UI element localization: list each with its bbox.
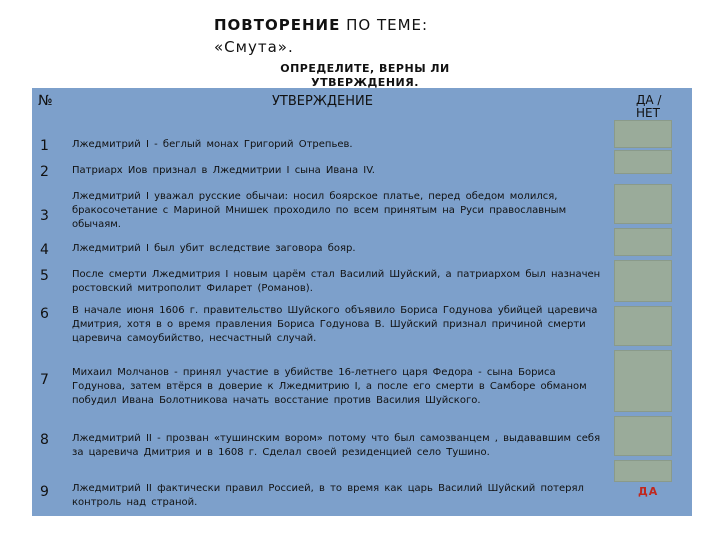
table-row: [32, 188, 692, 236]
row-number: 9: [40, 484, 49, 500]
row-text: После смерти Лжедмитрия I новым царём стал Василий Шуйский, а патриархом был назначен ростовский митрополит Филарет (Романов).: [72, 269, 601, 294]
table-row: [32, 264, 692, 300]
row-number: 6: [40, 306, 49, 322]
answer-cover-9[interactable]: [614, 460, 672, 482]
row-number: 5: [40, 268, 49, 284]
title-rest: ПО ТЕМЕ:: [340, 16, 429, 34]
table-row: [32, 302, 692, 362]
answer-cover-8[interactable]: [614, 416, 672, 456]
row-text: Лжедмитрий II - прозван «тушинским вором» потому что был самозванцем , выдававшим себя за царевича Дмитрия и в 1608 г. Сделал своей резиденцией село Тушино.: [72, 433, 601, 458]
title-line2: «Смута».: [214, 38, 294, 56]
row-text: Лжедмитрий I уважал русские обычаи: носил боярское платье, перед обедом молился, бракосочетание с Мариной Мнишек проходило по всем принятым на Руси православным обычаям.: [72, 191, 567, 230]
header-answer: ДА / НЕТ: [636, 94, 662, 118]
table-row: [32, 430, 692, 478]
row-text: В начале июня 1606 г. правительство Шуйского объявило Бориса Годунова убийцей царевича Дмитрия, хотя в о время правления Бориса Годунова В. Шуйский признал причиной смерти царевича самоубийство, несчастный случай.: [72, 305, 598, 344]
row-number: 2: [40, 164, 49, 180]
row-number: 3: [40, 208, 49, 224]
table-row: [32, 158, 692, 184]
answer-cover-3[interactable]: [614, 184, 672, 224]
header-number: №: [38, 93, 53, 109]
answer-cover-4[interactable]: [614, 228, 672, 256]
answer-cover-7[interactable]: [614, 350, 672, 412]
answer-cover-5[interactable]: [614, 260, 672, 302]
answer-cover-6[interactable]: [614, 306, 672, 346]
answer-row-9: ДА: [638, 485, 659, 498]
slide-subtitle: ОПРЕДЕЛИТЕ, ВЕРНЫ ЛИ УТВЕРЖДЕНИЯ.: [280, 62, 450, 88]
table-row: [32, 132, 692, 158]
slide-title: [214, 14, 514, 58]
row-number: 7: [40, 372, 49, 388]
answer-cover-1[interactable]: [614, 120, 672, 148]
table-row: [32, 238, 692, 262]
statements-table: [32, 88, 692, 516]
row-text: Патриарх Иов признал в Лжедмитрии I сына Ивана IV.: [72, 165, 375, 176]
row-text: Лжедмитрий I был убит вследствие заговора бояр.: [72, 243, 356, 254]
answer-cover-2[interactable]: [614, 150, 672, 174]
row-number: 1: [40, 138, 49, 154]
header-statement: УТВЕРЖДЕНИЕ: [272, 94, 373, 109]
table-row: [32, 364, 692, 426]
table-row: [32, 480, 692, 516]
table-header-row: [32, 88, 692, 120]
row-text: Михаил Молчанов - принял участие в убийстве 16-летнего царя Федора - сына Бориса Годунова, затем втёрся в доверие к Лжедмитрию I, а после его смерти в Самборе обманом побудил Ивана Болотникова начать восстание против Василия Шуйского.: [72, 367, 587, 406]
title-bold: ПОВТОРЕНИЕ: [214, 16, 341, 34]
row-text: Лжедмитрий II фактически правил Россией, в то время как царь Василий Шуйский потерял контроль над страной.: [72, 483, 584, 508]
row-number: 8: [40, 432, 49, 448]
row-number: 4: [40, 242, 49, 258]
row-text: Лжедмитрий I - беглый монах Григорий Отрепьев.: [72, 139, 353, 150]
